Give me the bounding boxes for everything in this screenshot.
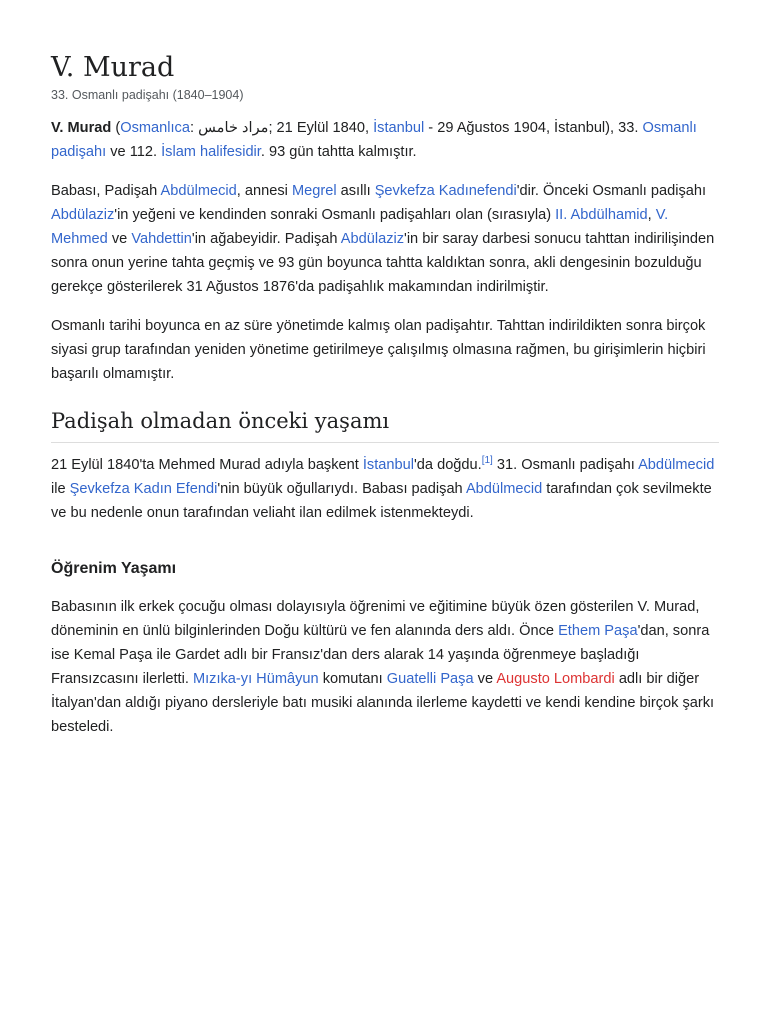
link-osmanlica[interactable]: Osmanlıca	[120, 120, 190, 136]
early-life-paragraph: 21 Eylül 1840'ta Mehmed Murad adıyla başkent İstanbul'da doğdu.[1] 31. Osmanlı padişahı Abdülmecid ile Şevkefza Kadın Efendi'nin büyük oğullarıydı. Babası padişah Abdülmecid tarafından çok sevilmekte ve bu nedenle onun tarafından veliaht ilan edilmek istenmekteydi.	[51, 455, 715, 521]
page-subtitle: 33. Osmanlı padişahı (1840–1904)	[51, 88, 244, 102]
reference-1[interactable]: [1]	[481, 455, 493, 467]
family-paragraph: Babası, Padişah Abdülmecid, annesi Megrel asıllı Şevkefza Kadınefendi'dir. Önceki Osmanlı padişahı Abdülaziz'in yeğeni ve kendinden sonraki Osmanlı padişahları olan (sırasıyla) II. Abdülhamid, V. Mehmed ve Vahdettin'in ağabeyidir. Padişah Abdülaziz'in bir saray darbesi sonucu tahttan indirilişinden sonra onun yerine tahta geçmiş ve 93 gün boyunca tahtta kaldıktan sonra, akli dengesinin bozulduğu gerekçe gösterilerek 31 Ağustos 1876'da padişahlık makamından indirilmiştir.	[51, 183, 715, 295]
page-title: V. Murad	[51, 52, 175, 83]
link-ethem-pasa[interactable]: Ethem Paşa	[558, 623, 638, 639]
link-istanbul-2[interactable]: İstanbul	[362, 457, 414, 473]
section-heading-education: Öğrenim Yaşamı	[51, 560, 177, 577]
link-guatelli-pasa[interactable]: Guatelli Paşa	[386, 671, 474, 687]
arabic-name: مراد خامس	[198, 120, 269, 136]
article	[51, 52, 719, 739]
link-abdulmecid[interactable]: Abdülmecid	[160, 183, 237, 199]
link-augusto-lombardi[interactable]: Augusto Lombardi	[496, 671, 615, 687]
education-paragraph: Babasının ilk erkek çocuğu olması dolayısıyla öğrenimi ve eğitimine büyük özen gösterilen V. Murad, döneminin en ünlü bilginlerinden Doğu kültürü ve fen alanında ders aldı. Önce Ethem Paşa'dan, sonra ise Kemal Paşa ile Gardet adlı bir Fransız'dan ders alarak 14 yaşında öğrenmeye başladığı Fransızcasını ilerletti. Mızıka-yı Hümâyun komutanı Guatelli Paşa ve Augusto Lombardi adlı bir diğer İtalyan'dan aldığı piyano dersleriyle batı musiki alanında ilerleme kaydetti ve kendi kendine birçok şarkı besteledi.	[51, 599, 715, 735]
link-sevkefza-kadinefendi[interactable]: Şevkefza Kadınefendi	[374, 183, 517, 199]
link-v-mehmed[interactable]: V. Mehmed	[51, 207, 669, 247]
link-osmanli-padisahi[interactable]: Osmanlı padişahı	[51, 120, 697, 160]
link-abdulaziz-2[interactable]: Abdülaziz	[340, 231, 405, 247]
link-abdulhamid[interactable]: II. Abdülhamid	[555, 207, 648, 223]
intro-paragraph: V. Murad (Osmanlıca: مراد خامس; 21 Eylül 1840, İstanbul - 29 Ağustos 1904, İstanbul), 33. Osmanlı padişahı ve 112. İslam halifesidir. 93 gün tahtta kalmıştır.	[51, 120, 697, 160]
link-abdulmecid-3[interactable]: Abdülmecid	[465, 481, 543, 497]
link-abdulmecid-2[interactable]: Abdülmecid	[638, 457, 715, 473]
link-abdulaziz[interactable]: Abdülaziz	[51, 207, 115, 223]
link-islam-halifesi[interactable]: İslam halifesidir	[161, 144, 261, 160]
section-heading-early-life: Padişah olmadan önceki yaşamı	[51, 406, 719, 443]
link-mizika-yi-humayun[interactable]: Mızıka-yı Hümâyun	[192, 671, 319, 687]
link-sevkefza-kadin-efendi[interactable]: Şevkefza Kadın Efendi	[69, 481, 218, 497]
reign-paragraph: Osmanlı tarihi boyunca en az süre yönetimde kalmış olan padişahtır. Tahttan indirildikten sonra birçok siyasi grup tarafından yeniden yönetime getirilmeye çalışılmış olmasına rağmen, bu girişimlerin hiçbiri başarılı olmamıştır.	[51, 318, 706, 382]
link-istanbul[interactable]: İstanbul	[373, 120, 425, 136]
link-megrel[interactable]: Megrel	[291, 183, 337, 199]
link-vahdettin[interactable]: Vahdettin	[131, 231, 192, 247]
subject-name: V. Murad	[51, 120, 112, 136]
